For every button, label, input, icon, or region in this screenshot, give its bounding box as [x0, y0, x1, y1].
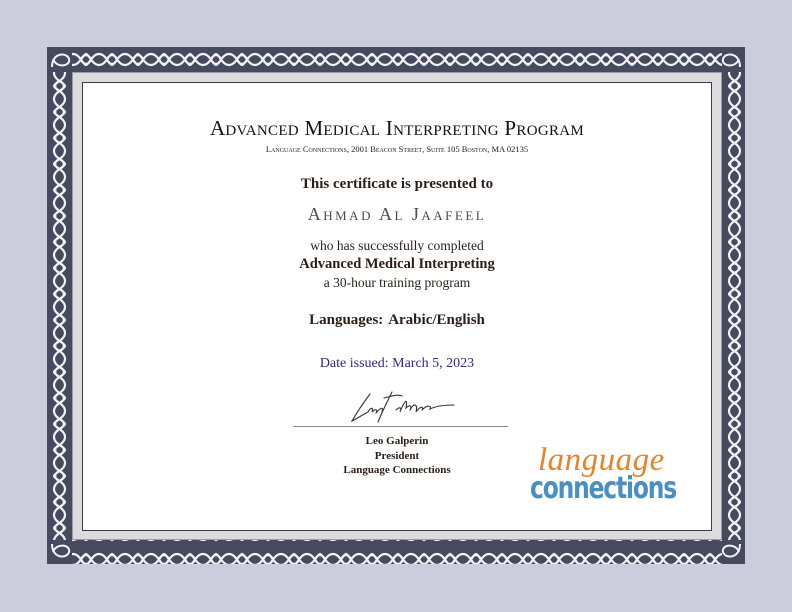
recipient-name: Ahmad Al Jaafeel	[307, 204, 487, 224]
certificate-content	[82, 82, 712, 531]
signatory-organization: Language Connections	[343, 464, 451, 476]
organization-address: Language Connections, 2001 Beacon Street, Suite 105 Boston, MA 02135	[265, 144, 529, 154]
languages-text: Languages: Arabic/English	[309, 312, 485, 328]
logo-word-language: language	[538, 442, 665, 478]
course-name: Advanced Medical Interpreting	[299, 256, 495, 272]
signatory-name: Leo Galperin	[365, 435, 429, 447]
language-connections-logo	[530, 444, 700, 514]
date-issued: Date issued: March 5, 2023	[319, 356, 475, 371]
completed-text: who has successfully completed	[310, 238, 484, 253]
program-title: Advanced Medical Interpreting Program	[209, 116, 585, 140]
logo-word-connections: connections	[530, 471, 677, 506]
training-hours: a 30-hour training program	[323, 275, 471, 290]
signature-icon	[348, 388, 458, 424]
signature-line	[293, 426, 508, 427]
signatory-title: President	[374, 450, 420, 462]
presented-to-text: This certificate is presented to	[300, 176, 494, 192]
